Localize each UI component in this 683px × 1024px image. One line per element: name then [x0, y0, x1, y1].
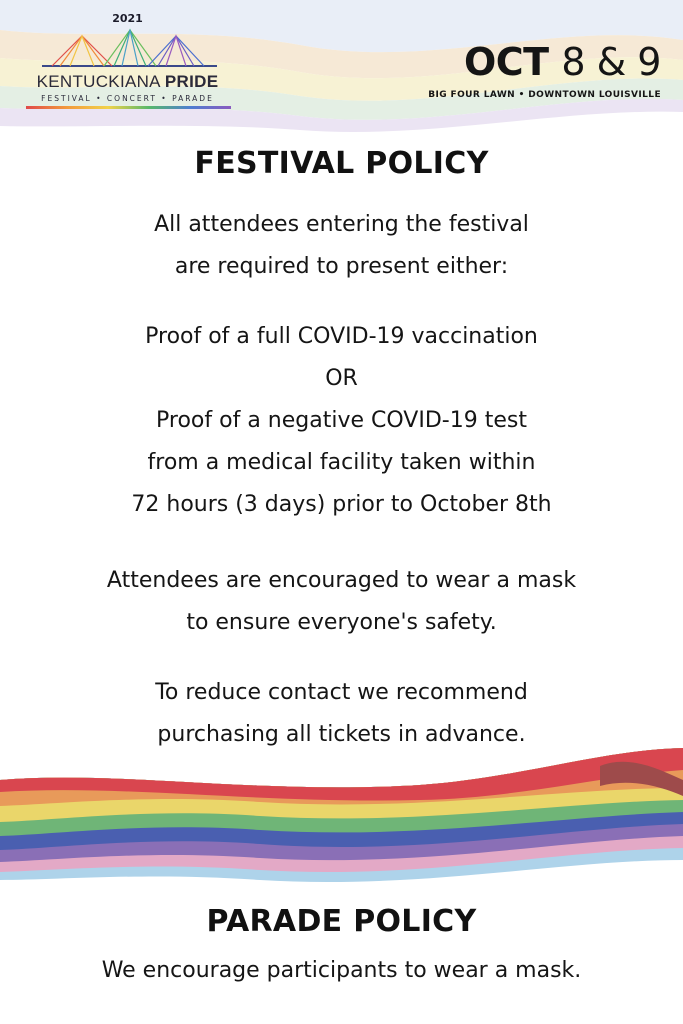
requirement-line: Proof of a full COVID-19 vaccination: [145, 324, 538, 349]
event-month: OCT: [463, 40, 549, 84]
parade-policy-text: We encourage participants to wear a mask.: [101, 958, 582, 983]
intro-line: All attendees entering the festival: [154, 212, 529, 237]
requirement-line: Proof of a negative COVID-19 test: [156, 408, 527, 433]
bottom-rainbow-wave: [0, 740, 683, 900]
logo-rainbow-bar: [26, 106, 231, 109]
mask-note-line: Attendees are encouraged to wear a mask: [106, 568, 577, 593]
bridge-icon: [42, 26, 217, 74]
requirement-line: from a medical facility taken within: [147, 450, 536, 475]
mask-note-line: to ensure everyone's safety.: [186, 610, 497, 635]
logo-year: 2021: [112, 12, 143, 25]
logo-name-bold: PRIDE: [164, 72, 219, 91]
festival-requirements: [0, 316, 683, 526]
kentuckiana-pride-logo: [20, 10, 235, 110]
festival-intro: [0, 204, 683, 288]
requirement-or: OR: [325, 366, 358, 391]
parade-policy-title: PARADE POLICY: [206, 904, 477, 939]
event-venue: BIG FOUR LAWN • DOWNTOWN LOUISVILLE: [428, 90, 661, 100]
tickets-note-line: purchasing all tickets in advance.: [157, 722, 526, 747]
festival-policy-title: FESTIVAL POLICY: [194, 146, 489, 181]
logo-tagline: FESTIVAL • CONCERT • PARADE: [41, 94, 214, 103]
tickets-note-line: To reduce contact we recommend: [155, 680, 528, 705]
logo-name: [20, 72, 235, 92]
mask-note: [0, 560, 683, 644]
event-dates: [464, 40, 661, 84]
requirement-line: 72 hours (3 days) prior to October 8th: [131, 492, 552, 517]
logo-name-light: KENTUCKIANA: [36, 72, 160, 91]
intro-line: are required to present either:: [174, 254, 509, 279]
event-days: 8 & 9: [561, 40, 661, 84]
